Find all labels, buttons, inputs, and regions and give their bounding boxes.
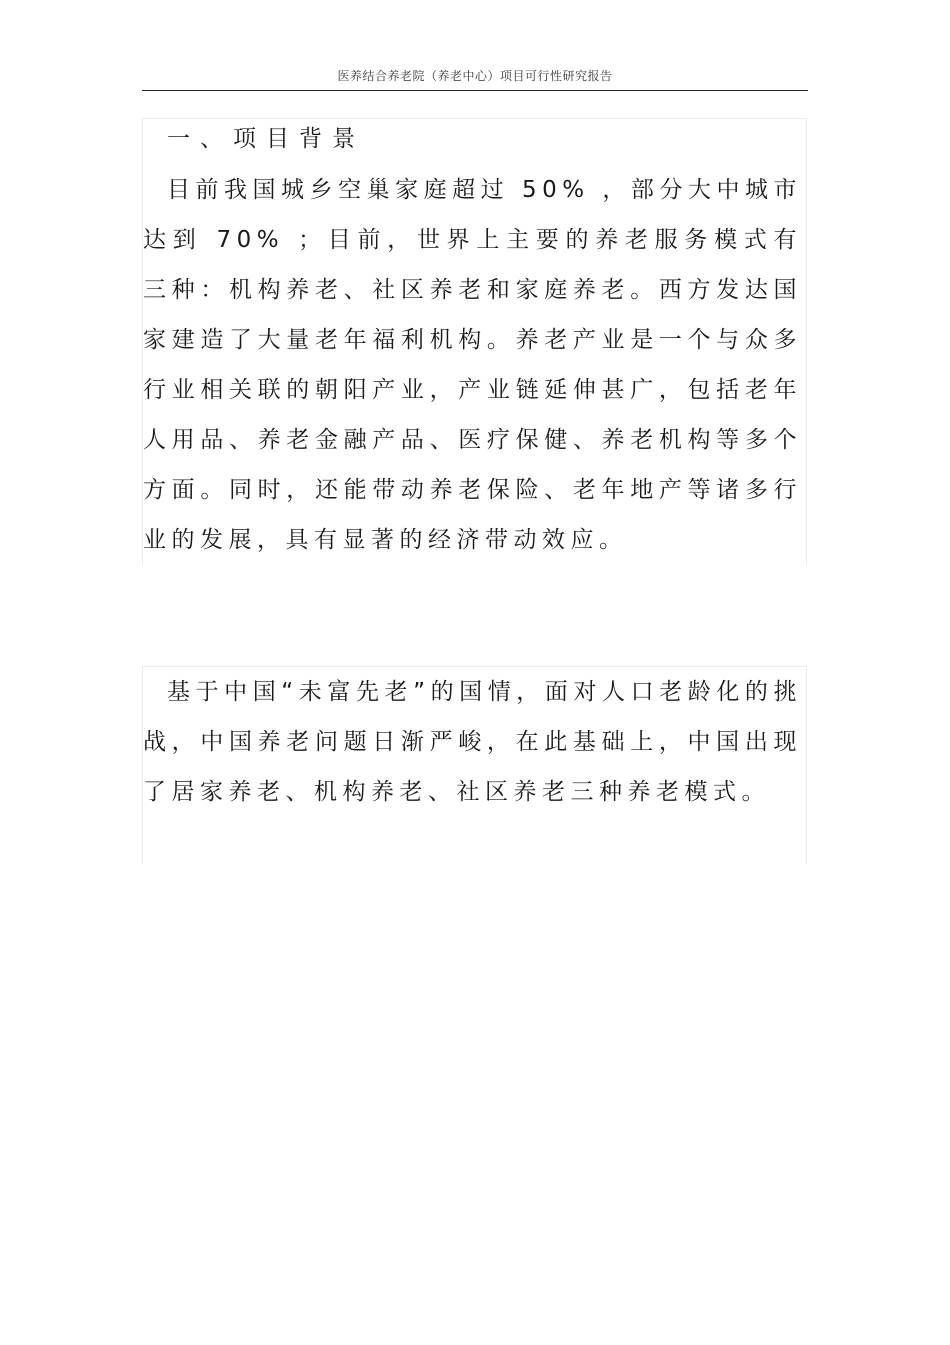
section-heading: 一、项目背景	[167, 126, 365, 152]
page-header	[142, 66, 808, 91]
care-modes-paragraph: 基于中国“未富先老”的国情，面对人口老龄化的挑战，中国养老问题日渐严峻，在此基础上，中国出现了居家养老、机构养老、社区养老三种养老模式。	[143, 679, 802, 805]
document-title: 医养结合养老院（养老中心）项目可行性研究报告	[337, 69, 613, 83]
section-project-background	[142, 118, 807, 566]
background-paragraph: 目前我国城乡空巢家庭超过 50% ，部分大中城市达到 70% ；目前，世界上主要的养老服务模式有三种：机构养老、社区养老和家庭养老。西方发达国家建造了大量老年福利机构。养老产业是一个与众多行业相关联的朝阳产业，产业链延伸甚广，包括老年人用品、养老金融产品、医疗保健、养老机构等多个方面。同时，还能带动养老保险、老年地产等诸多行业的发展，具有显著的经济带动效应。	[143, 177, 802, 553]
section-elderly-care-modes	[142, 666, 807, 864]
